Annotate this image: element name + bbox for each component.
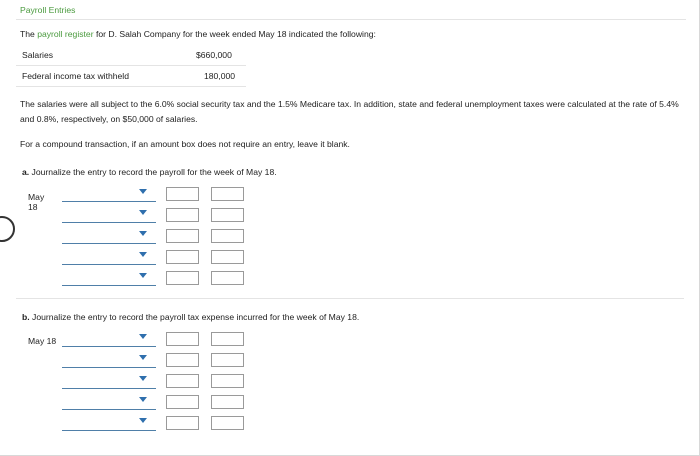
summary-divider-2: [16, 86, 246, 87]
account-select[interactable]: [62, 250, 156, 265]
part-a-journal-row: [62, 187, 252, 203]
credit-input[interactable]: [211, 250, 244, 264]
dropdown-arrow-icon: [139, 273, 147, 278]
account-select[interactable]: [62, 187, 156, 202]
instruction-text: For a compound transaction, if an amount box does not require an entry, leave it blank.: [20, 139, 350, 149]
part-a-prompt: [22, 167, 277, 177]
dropdown-arrow-icon: [139, 189, 147, 194]
dropdown-arrow-icon: [139, 252, 147, 257]
intro-suffix: for D. Salah Company for the week ended May 18 indicated the following:: [93, 29, 376, 39]
debit-input[interactable]: [166, 250, 199, 264]
account-select[interactable]: [62, 416, 156, 431]
part-a-journal-row: [62, 208, 252, 224]
salaries-label: Salaries: [22, 50, 54, 60]
payroll-register-link[interactable]: payroll register: [37, 29, 94, 39]
section-divider: [16, 298, 684, 299]
dropdown-arrow-icon: [139, 210, 147, 215]
part-a-date-month: May: [28, 192, 45, 202]
credit-input[interactable]: [211, 353, 244, 367]
account-select[interactable]: [62, 332, 156, 347]
title-divider: [16, 19, 686, 20]
dropdown-arrow-icon: [139, 334, 147, 339]
debit-input[interactable]: [166, 374, 199, 388]
dropdown-arrow-icon: [139, 355, 147, 360]
intro-text: [20, 29, 376, 39]
dropdown-arrow-icon: [139, 231, 147, 236]
debit-input[interactable]: [166, 208, 199, 222]
part-a-text: Journalize the entry to record the payroll for the week of May 18.: [29, 167, 277, 177]
debit-input[interactable]: [166, 271, 199, 285]
fit-withheld-label: Federal income tax withheld: [22, 71, 129, 81]
salaries-value: $660,000: [196, 50, 232, 60]
account-select[interactable]: [62, 395, 156, 410]
debit-input[interactable]: [166, 332, 199, 346]
account-select[interactable]: [62, 353, 156, 368]
part-b-letter: b.: [22, 312, 30, 322]
part-b-journal-row: [62, 353, 252, 369]
debit-input[interactable]: [166, 229, 199, 243]
credit-input[interactable]: [211, 374, 244, 388]
account-select[interactable]: [62, 229, 156, 244]
fit-withheld-value: 180,000: [204, 71, 236, 81]
credit-input[interactable]: [211, 332, 244, 346]
part-b-journal-row: [62, 374, 252, 390]
part-a-date-day: 18: [28, 202, 38, 212]
dropdown-arrow-icon: [139, 397, 147, 402]
account-select[interactable]: [62, 208, 156, 223]
credit-input[interactable]: [211, 416, 244, 430]
part-a-journal-row: [62, 229, 252, 245]
part-a-journal-row: [62, 271, 252, 287]
credit-input[interactable]: [211, 208, 244, 222]
part-b-text: Journalize the entry to record the payroll tax expense incurred for the week of May 18.: [29, 312, 360, 322]
dropdown-arrow-icon: [139, 418, 147, 423]
dropdown-arrow-icon: [139, 376, 147, 381]
part-a-journal-row: [62, 250, 252, 266]
page-title: Payroll Entries: [20, 5, 76, 15]
part-b-journal-row: [62, 416, 252, 432]
account-select[interactable]: [62, 271, 156, 286]
tax-rates-paragraph: The salaries were all subject to the 6.0% social security tax and the 1.5% Medicare tax. In addition, state and federal unemployment taxes were calculated at the rate of 5.4% and 0.8%, respectively, on $50,000 of salaries.: [20, 99, 679, 124]
intro-prefix: The: [20, 29, 38, 39]
part-b-journal-row: [62, 395, 252, 411]
debit-input[interactable]: [166, 416, 199, 430]
part-b-prompt: [22, 312, 359, 322]
debit-input[interactable]: [166, 353, 199, 367]
part-a-letter: a.: [22, 167, 30, 177]
credit-input[interactable]: [211, 395, 244, 409]
summary-divider-1: [16, 65, 246, 66]
account-select[interactable]: [62, 374, 156, 389]
part-b-date: May 18: [28, 336, 57, 346]
debit-input[interactable]: [166, 395, 199, 409]
part-b-journal-row: [62, 332, 252, 348]
debit-input[interactable]: [166, 187, 199, 201]
credit-input[interactable]: [211, 187, 244, 201]
credit-input[interactable]: [211, 229, 244, 243]
credit-input[interactable]: [211, 271, 244, 285]
